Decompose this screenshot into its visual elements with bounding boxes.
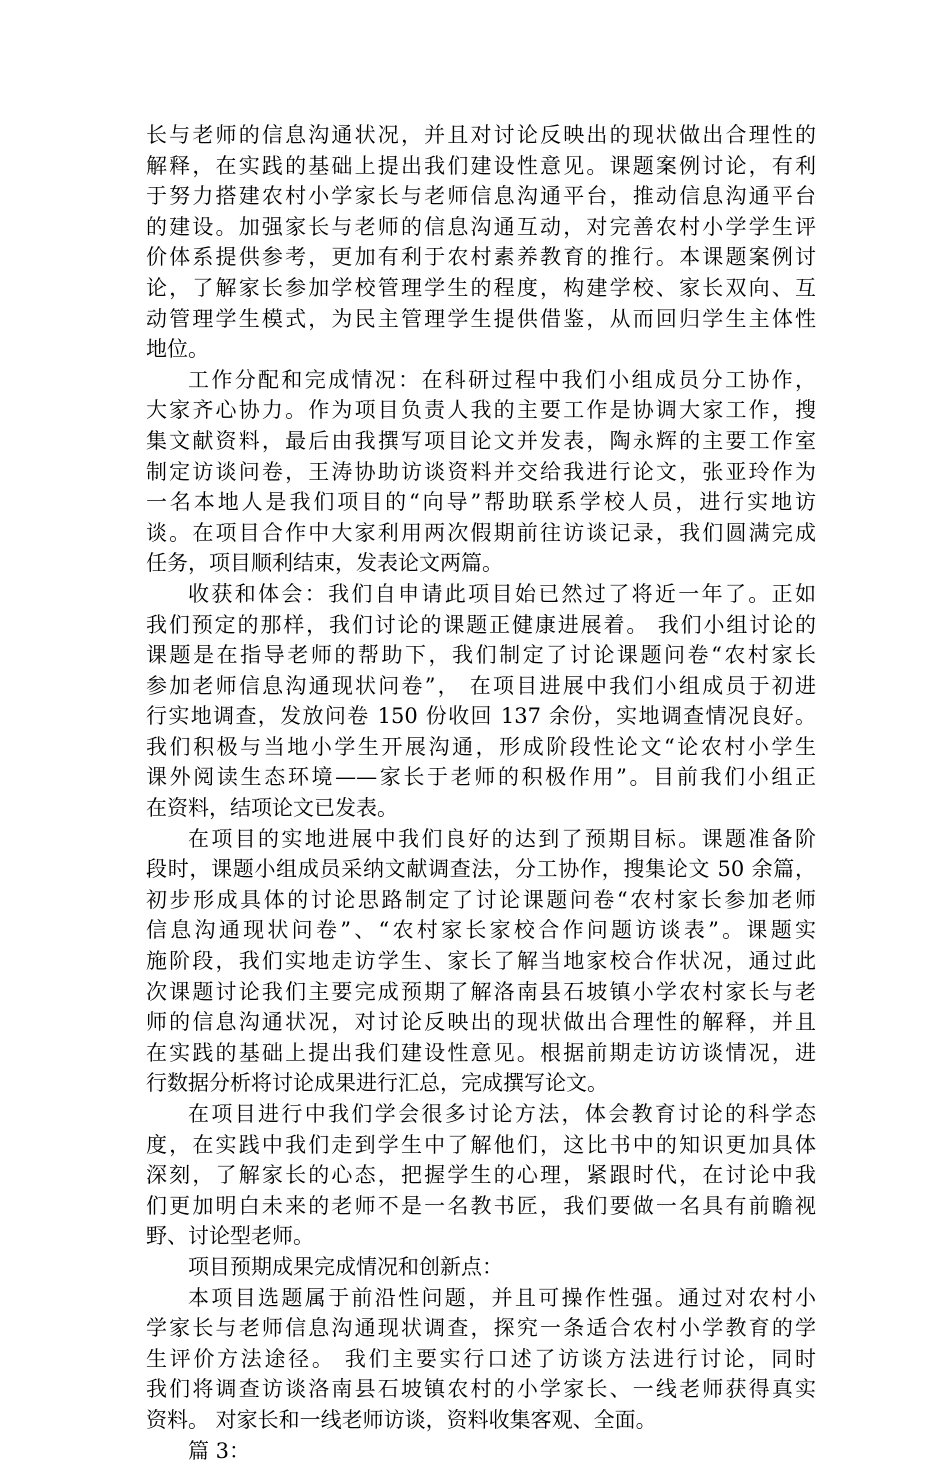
text-line: 野、讨论型老师。 (146, 1224, 314, 1249)
text-line: 篇 3： (188, 1438, 251, 1463)
text-line: 信息沟通现状问卷”、“农村家长家校合作问题访谈表”。课题实 (146, 918, 816, 943)
text-line: 施阶段，我们实地走访学生、家长了解当地家校合作状况，通过此 (146, 949, 816, 974)
text-line: 在资料，结项论文已发表。 (146, 796, 398, 821)
text-line: 在实践的基础上提出我们建设性意见。根据前期走访访谈情况，进 (146, 1040, 816, 1065)
paragraph (146, 1252, 816, 1283)
text-line: 制定访谈问卷，王涛协助访谈资料并交给我进行论文，张亚玲作为 (146, 459, 816, 484)
text-line: 长与老师的信息沟通状况，并且对讨论反映出的现状做出合理性的 (146, 123, 816, 147)
document-body (146, 120, 816, 1466)
text-line: 参加老师信息沟通现状问卷”， 在项目进展中我们小组成员于初进 (146, 673, 816, 698)
text-line: 在项目进行中我们学会很多讨论方法，体会教育讨论的科学态 (188, 1102, 816, 1126)
text-line: 谈。在项目合作中大家利用两次假期前往访谈记录，我们圆满完成 (146, 520, 816, 545)
text-line: 度，在实践中我们走到学生中了解他们，这比书中的知识更加具体 (146, 1132, 816, 1157)
text-line: 我们积极与当地小学生开展沟通，形成阶段性论文“论农村小学生 (146, 734, 816, 759)
paragraph (146, 1436, 816, 1466)
text-line: 初步形成具体的讨论思路制定了讨论课题问卷“农村家长参加老师 (146, 887, 816, 912)
text-line: 价体系提供参考，更加有利于农村素养教育的推行。本课题案例讨 (146, 245, 816, 270)
text-line: 于努力搭建农村小学家长与老师信息沟通平台，推动信息沟通平台 (146, 184, 816, 209)
text-line: 本项目选题属于前沿性问题，并且可操作性强。通过对农村小 (188, 1285, 816, 1310)
text-line: 行数据分析将讨论成果进行汇总，完成撰写论文。 (146, 1071, 608, 1096)
text-line: 一名本地人是我们项目的“向导”帮助联系学校人员，进行实地访 (146, 490, 816, 515)
text-line: 项目预期成果完成情况和创新点： (188, 1254, 503, 1279)
text-line: 段时，课题小组成员采纳文献调查法，分工协作，搜集论文 50 余篇， (146, 857, 816, 882)
text-line: 在项目的实地进展中我们良好的达到了预期目标。课题准备阶 (188, 826, 816, 851)
paragraph (146, 824, 816, 1099)
text-line: 解释，在实践的基础上提出我们建设性意见。课题案例讨论，有利 (146, 153, 816, 178)
text-line: 集文献资料，最后由我撰写项目论文并发表，陶永辉的主要工作室 (146, 428, 816, 453)
text-line: 次课题讨论我们主要完成预期了解洛南县石坡镇小学农村家长与老 (146, 979, 816, 1004)
paragraph (146, 579, 816, 824)
text-line: 学家长与老师信息沟通现状调查，探究一条适合农村小学教育的学 (146, 1316, 816, 1341)
text-line: 动管理学生模式，为民主管理学生提供借鉴，从而回归学生主体性 (146, 306, 816, 331)
text-line: 我们将调查访谈洛南县石坡镇农村的小学家长、一线老师获得真实 (146, 1377, 816, 1402)
text-line: 资料。 对家长和一线老师访谈，资料收集客观、全面。 (146, 1407, 657, 1432)
paragraph (146, 1099, 816, 1252)
text-line: 师的信息沟通状况，对讨论反映出的现状做出合理性的解释，并且 (146, 1010, 816, 1035)
text-line: 任务，项目顺利结束，发表论文两篇。 (146, 551, 503, 576)
paragraph (146, 120, 816, 365)
paragraph (146, 365, 816, 579)
text-line: 地位。 (146, 337, 209, 362)
text-line: 工作分配和完成情况：在科研过程中我们小组成员分工协作， (188, 367, 816, 392)
text-line: 课题是在指导老师的帮助下，我们制定了讨论课题问卷“农村家长 (146, 643, 816, 668)
text-line: 们更加明白未来的老师不是一名教书匠，我们要做一名具有前瞻视 (146, 1193, 816, 1218)
text-line: 生评价方法途径。 我们主要实行口述了访谈方法进行讨论，同时 (146, 1346, 816, 1371)
text-line: 我们预定的那样，我们讨论的课题正健康进展着。 我们小组讨论的 (146, 612, 816, 637)
text-line: 大家齐心协力。作为项目负责人我的主要工作是协调大家工作，搜 (146, 398, 816, 423)
text-line: 论，了解家长参加学校管理学生的程度，构建学校、家长双向、互 (146, 275, 816, 300)
paragraph (146, 1283, 816, 1436)
text-line: 深刻，了解家长的心态，把握学生的心理，紧跟时代，在讨论中我 (146, 1163, 816, 1188)
text-line: 收获和体会：我们自申请此项目始已然过了将近一年了。正如 (188, 581, 816, 606)
text-line: 课外阅读生态环境——家长于老师的积极作用”。目前我们小组正 (146, 765, 816, 790)
text-line: 的建设。加强家长与老师的信息沟通互动，对完善农村小学学生评 (146, 214, 816, 239)
text-line: 行实地调查，发放问卷 150 份收回 137 余份，实地调查情况良好。 (146, 704, 816, 729)
